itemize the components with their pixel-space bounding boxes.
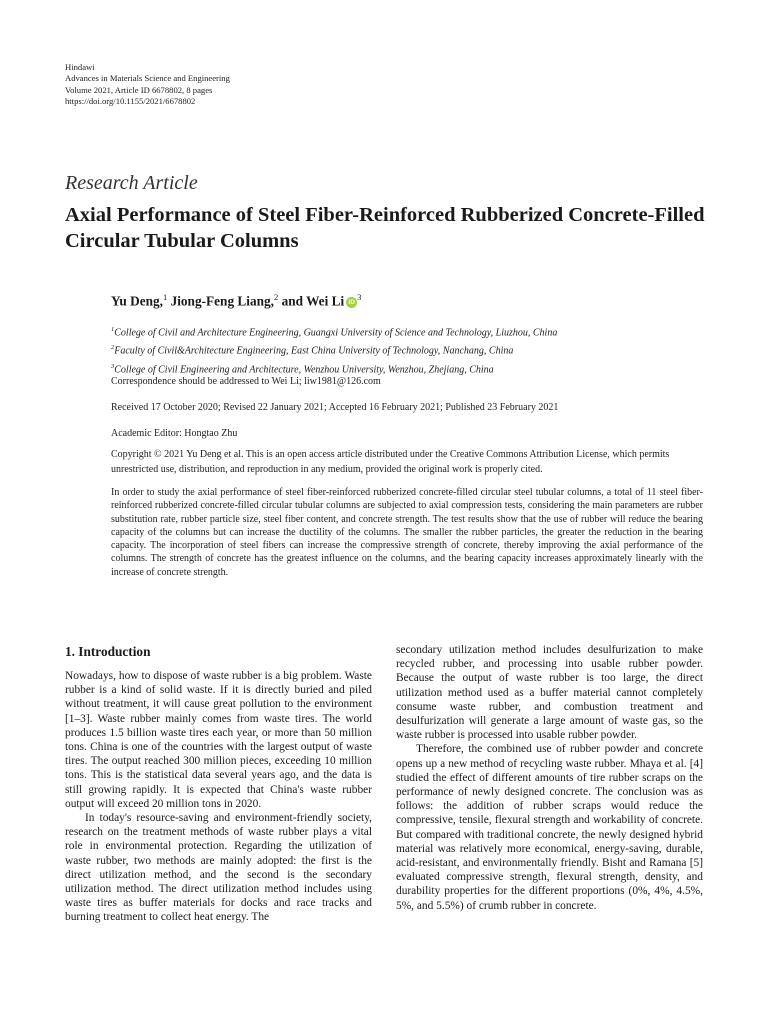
affiliation-sup: 2: [111, 344, 115, 352]
body-column-left: [65, 669, 372, 925]
paragraph: secondary utilization method includes desulfurization to make recycled rubber, and processing into usable rubber powder. Because the output of waste rubber is too large, the direct utilization method used as a buffer material cannot completely consume waste rubber, and combustion treatment and desulfurization will generate a large amount of waste gas, so the waste rubber is processed into usable rubber powder.: [396, 644, 703, 742]
affiliation-list: [111, 322, 557, 377]
volume-info: Volume 2021, Article ID 6678802, 8 pages: [65, 84, 213, 95]
author-name: Jiong-Feng Liang,: [170, 293, 274, 309]
affiliation-item: [111, 359, 557, 377]
journal-header: [65, 62, 230, 107]
affiliation-item: [111, 322, 557, 340]
doi-link[interactable]: https://doi.org/10.1155/2021/6678802: [65, 95, 196, 106]
paragraph: Nowadays, how to dispose of waste rubber is a big problem. Waste rubber is a kind of solid waste. If it is directly buried and piled without treatment, it will cause great pollution to the environment [1–3]. Waste rubber mainly comes from waste tires. The world produces 1.5 billion waste tires each year, or more than 50 million tons. China is one of the countries with the largest output of waste tires. The output reached 300 million pieces, exceeding 10 million tons. This is the statistical data several years ago, and the data is still growing rapidly. It is expected that China's waste rubber output will exceed 20 million tons in 2020.: [65, 670, 372, 810]
affiliation-text: Faculty of Civil&Architecture Engineering, East China University of Technology, Nanchang, China: [114, 345, 514, 357]
author-affil-sup: 3: [357, 292, 362, 302]
abstract: In order to study the axial performance of steel fiber-reinforced rubberized concrete-filled circular steel tubular columns, a total of 11 steel fiber-reinforced rubberized concrete-filled circular tubular columns are subjected to axial compression tests, considering the main parameters are rubber substitution rate, rubber particle size, steel fiber content, and concrete strength. The test results show that the use of rubber will reduce the bearing capacity of the columns but can increase the ductility of the columns. The smaller the rubber particles, the greater the reduction in the bearing capacity. The incorporation of steel fibers can increase the compressive strength of concrete, thereby improving the axial performance of the columns. The strength of concrete has the greatest influence on the columns, and the bearing capacity increases approximately linearly with the increase of concrete strength.: [111, 487, 703, 578]
author-affil-sup: 2: [274, 292, 279, 302]
copyright-notice: Copyright © 2021 Yu Deng et al. This is an open access article distributed under the Creative Commons Attribution License, which permits unrestricted use, distribution, and reproduction in any medium, provided the original work is properly cited.: [111, 449, 670, 475]
affiliation-sup: 1: [111, 326, 115, 333]
affiliation-item: [111, 340, 557, 358]
publisher-name: Hindawi: [65, 62, 95, 72]
author-name: and Wei Li: [281, 293, 345, 309]
correspondence: Correspondence should be addressed to Wei Li; liw1981@126.com: [111, 376, 381, 387]
section-heading: 1. Introduction: [65, 644, 151, 659]
body-column-right: [396, 643, 703, 913]
orcid-icon[interactable]: iD: [346, 297, 357, 308]
author-name: Yu Deng,: [111, 293, 163, 309]
affiliation-text: College of Civil and Architecture Engineering, Guangxi University of Science and Technology, Liuzhou, China: [114, 327, 558, 339]
article-title: Axial Performance of Steel Fiber-Reinforced Rubberized Concrete-Filled Circular Tubular Columns: [65, 204, 705, 252]
paragraph: Therefore, the combined use of rubber powder and concrete opens up a new method of recycling waste rubber. Mhaya et al. [4] studied the effect of different amounts of tire rubber scraps on the performance of newly designed concrete. The conclusion was as follows: the addition of rubber scraps would reduce the compressive, tensile, flexural strength and workability of concrete. But compared with traditional concrete, the newly designed hybrid material was relatively more economical, energy-saving, durable, acid-resistant, and environmentally friendly. Bisht and Ramana [5] evaluated compressive strength, flexural strength, density, and durability properties for the different proportions (0%, 4%, 4.5%, 5%, and 5.5%) of crumb rubber in concrete.: [396, 743, 703, 912]
author-list: [111, 292, 361, 309]
affiliation-sup: 3: [111, 362, 115, 370]
academic-editor: Academic Editor: Hongtao Zhu: [111, 428, 238, 439]
journal-name: Advances in Materials Science and Engineering: [65, 73, 230, 84]
paragraph: In today's resource-saving and environment-friendly society, research on the treatment methods of waste rubber plays a vital role in environmental protection. Regarding the utilization of waste rubber, two methods are mainly adopted: the first is the direct utilization method, and the second is the secondary utilization method. The direct utilization method includes using waste tires as buffer materials for docks and race tracks and burning treatment to collect heat energy. The: [65, 812, 372, 924]
affiliation-text: College of Civil Engineering and Architecture, Wenzhou University, Wenzhou, Zhejiang, China: [114, 363, 494, 375]
author-affil-sup: 1: [162, 292, 168, 302]
publication-dates: Received 17 October 2020; Revised 22 January 2021; Accepted 16 February 2021; Published 23 February 2021: [111, 402, 559, 413]
article-type: Research Article: [65, 172, 198, 194]
